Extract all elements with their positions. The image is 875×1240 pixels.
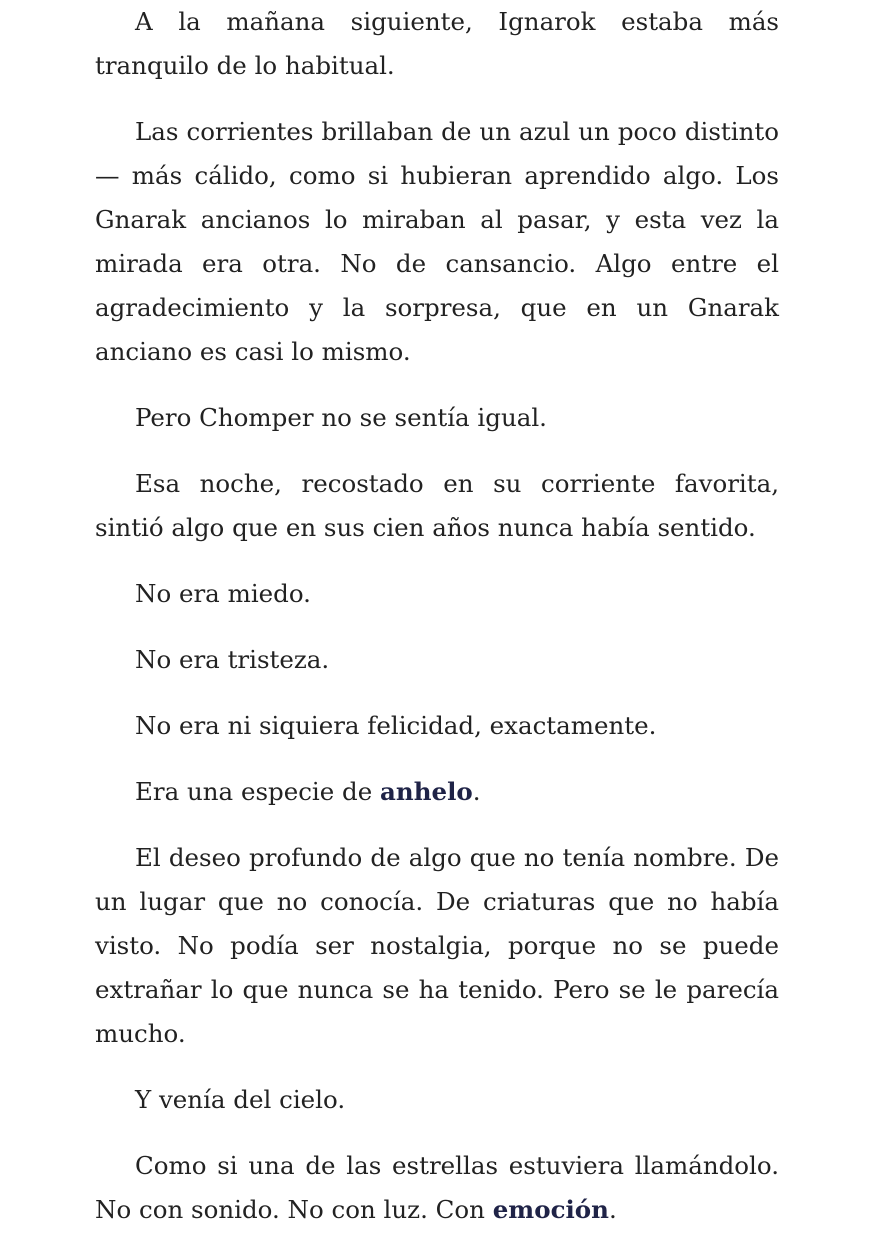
paragraph-8-before: Era una especie de <box>135 777 381 806</box>
paragraph-1: A la mañana siguiente, Ignarok estaba más tranquilo de lo habitual. <box>95 7 779 80</box>
paragraph-6: No era tristeza. <box>135 645 330 674</box>
paragraph-5: No era miedo. <box>135 579 311 608</box>
book-page <box>95 0 779 1232</box>
paragraph-10: Y venía del cielo. <box>135 1085 346 1114</box>
paragraph-3: Pero Chomper no se sentía igual. <box>135 403 547 432</box>
paragraph-4: Esa noche, recostado en su corriente favorita, sintió algo que en sus cien años nunca había sentido. <box>95 469 779 542</box>
paragraph-2: Las corrientes brillaban de un azul un poco distinto — más cálido, como si hubieran aprendido algo. Los Gnarak ancianos lo miraban al pasar, y esta vez la mirada era otra. No de cansancio. Algo entre el agradecimiento y la sorpresa, que en un Gnarak anciano es casi lo mismo. <box>95 117 779 366</box>
paragraph-11 <box>95 1144 779 1232</box>
paragraph-11-after: . <box>608 1195 617 1224</box>
paragraph-8-after: . <box>472 777 481 806</box>
paragraph-8 <box>95 770 779 814</box>
paragraph-11-before: Como si una de las estrellas estuviera llamándolo. No con sonido. No con luz. Con <box>95 1151 779 1224</box>
paragraph-7: No era ni siquiera felicidad, exactamente. <box>135 711 657 740</box>
paragraph-9: El deseo profundo de algo que no tenía nombre. De un lugar que no conocía. De criaturas que no había visto. No podía ser nostalgia, porque no se puede extrañar lo que nunca se ha tenido. Pero se le parecía mucho. <box>95 843 779 1048</box>
emphasis-emocion: emoción <box>492 1195 609 1224</box>
emphasis-anhelo: anhelo <box>380 777 473 806</box>
